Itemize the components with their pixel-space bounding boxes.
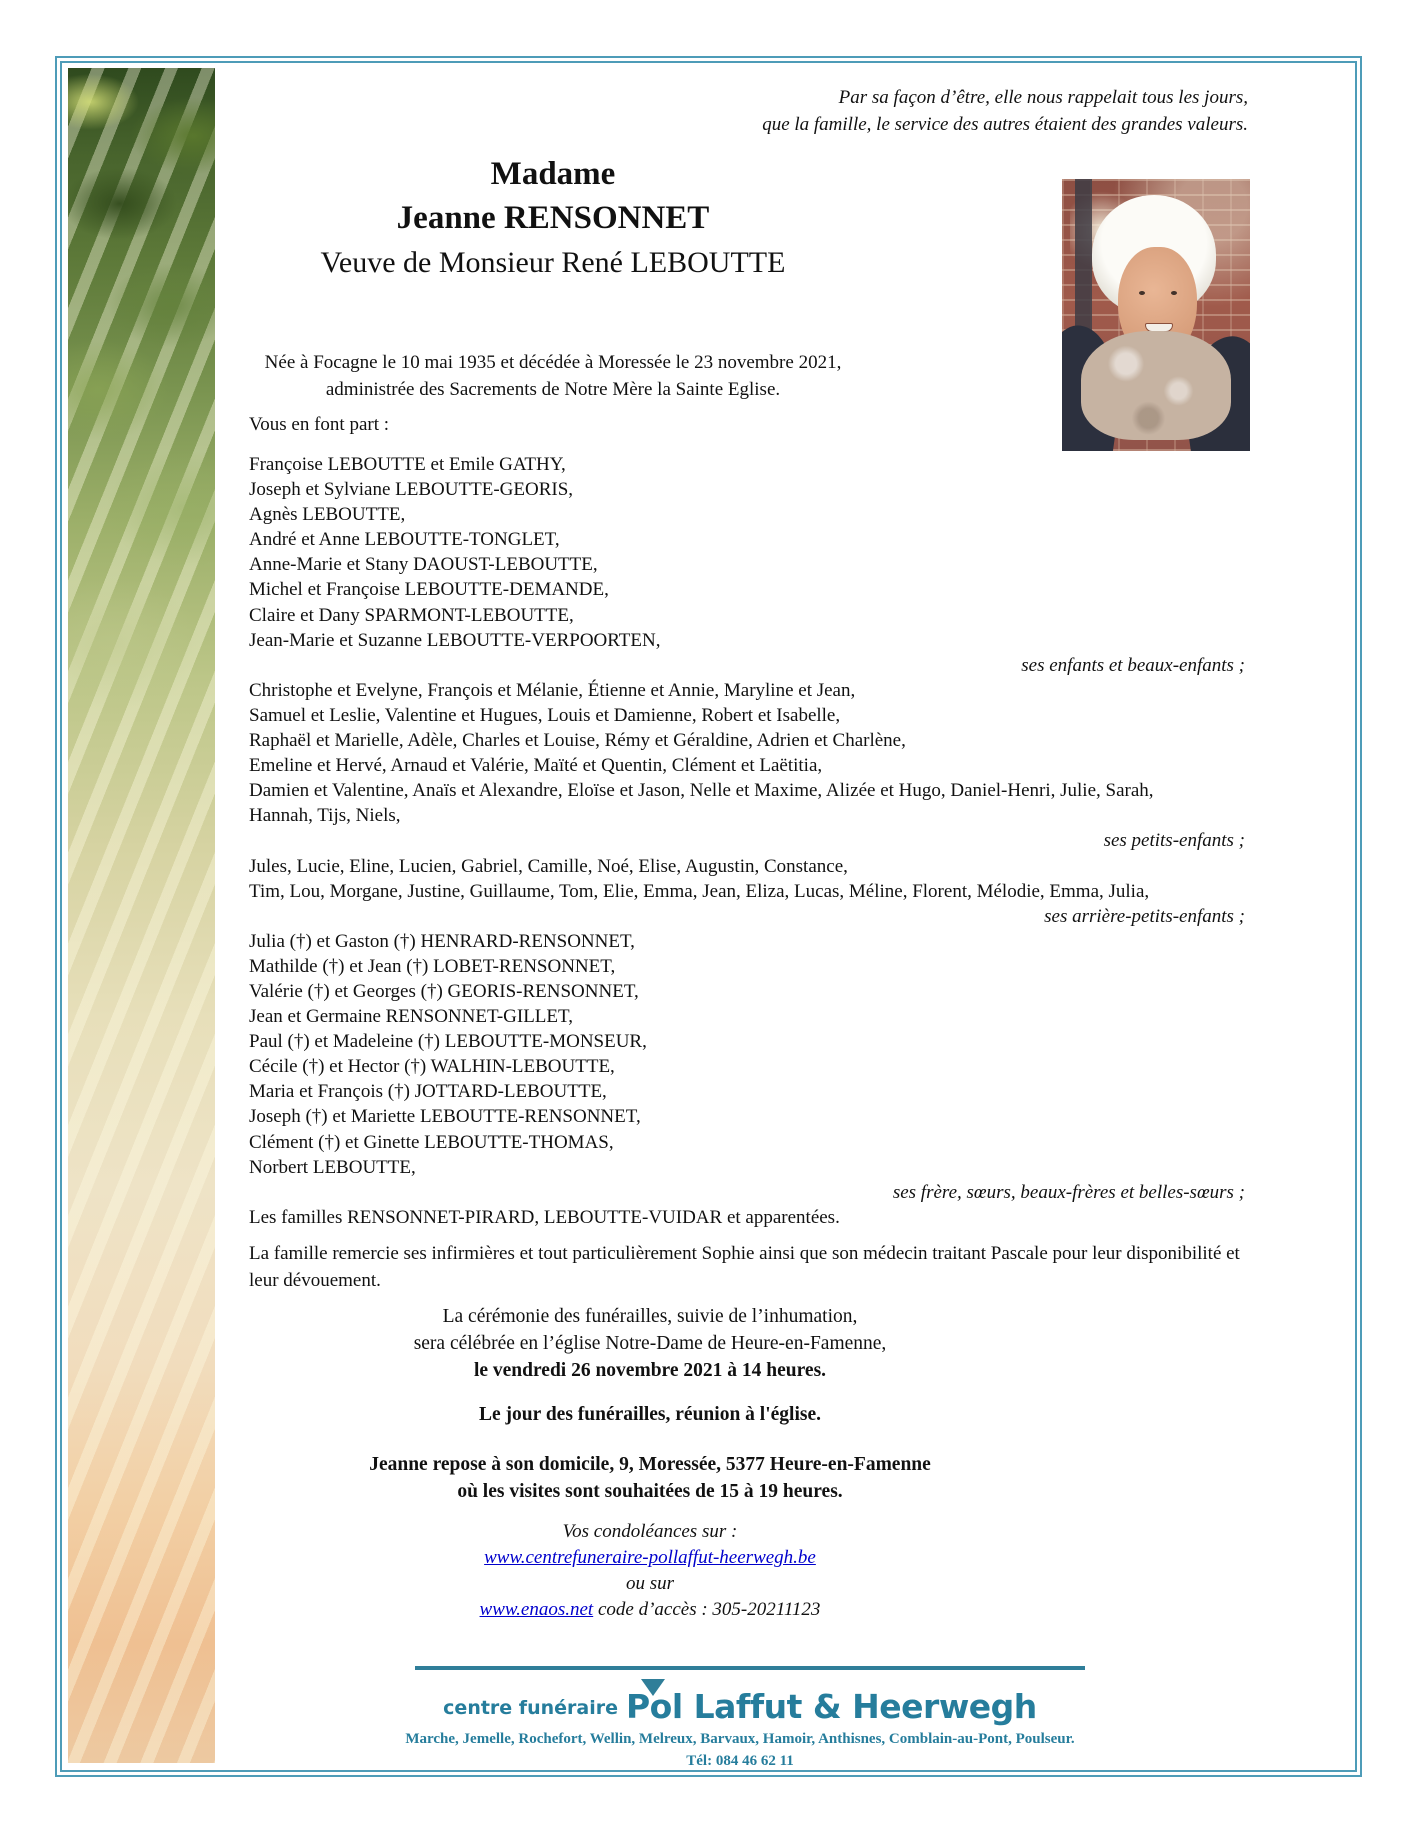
family-line: Anne-Marie et Stany DAOUST-LEBOUTTE, — [249, 554, 598, 576]
birth-death-info — [215, 350, 891, 403]
family-line: Joseph et Sylviane LEBOUTTE-GEORIS, — [249, 479, 574, 501]
funeral-day-note: Le jour des funérailles, réunion à l'église. — [479, 1404, 821, 1425]
opening-quote — [762, 84, 1248, 138]
relation-label-siblings: ses frère, sœurs, beaux-frères et belles-sœurs ; — [892, 1181, 1245, 1203]
relation-label-children: ses enfants et beaux-enfants ; — [1021, 654, 1245, 676]
family-line: Cécile (†) et Hector (†) WALHIN-LEBOUTTE, — [249, 1056, 615, 1078]
deceased-title: Madame — [490, 156, 616, 192]
family-line: Agnès LEBOUTTE, — [249, 504, 406, 526]
relation-label-great-grandchildren: ses arrière-petits-enfants ; — [1044, 905, 1245, 927]
ceremony-info — [215, 1303, 1085, 1384]
thanks-paragraph: La famille remercie ses infirmières et tout particulièrement Sophie ainsi que son médecin traitant Pascale pour leur disponibilité et leur dévouement. — [249, 1243, 1240, 1291]
family-line: Samuel et Leslie, Valentine et Hugues, Louis et Damienne, Robert et Isabelle, — [249, 704, 841, 726]
relation-label-grandchildren: ses petits-enfants ; — [1103, 830, 1245, 852]
forest-side-image — [68, 68, 215, 1763]
family-line: Mathilde (†) et Jean (†) LOBET-RENSONNET, — [249, 955, 616, 977]
family-line: Jules, Lucie, Eline, Lucien, Gabriel, Camille, Noé, Elise, Augustin, Constance, — [249, 855, 848, 877]
portrait-eye-right — [1171, 291, 1177, 295]
family-line: Tim, Lou, Morgane, Justine, Guillaume, Tom, Elie, Emma, Jean, Eliza, Lucas, Méline, Florent, Mélodie, Emma, Julia, — [249, 880, 1150, 902]
family-line: Norbert LEBOUTTE, — [249, 1156, 416, 1178]
portrait-photo — [1062, 179, 1250, 451]
condolence-link-enaos[interactable]: www.enaos.net — [479, 1599, 594, 1620]
family-line: Jean-Marie et Suzanne LEBOUTTE-VERPOORTEN, — [249, 629, 661, 651]
brand-name: Pol Laffut & Heerwegh — [625, 1687, 1037, 1726]
family-line: Damien et Valentine, Anaïs et Alexandre, Eloïse et Jason, Nelle et Maxime, Alizée et Hugo, Daniel-Henri, Julie, Sarah, — [249, 780, 1154, 802]
condolence-link-funeral-home[interactable]: www.centrefuneraire-pollaffut-heerwegh.be — [484, 1547, 816, 1568]
ceremony-line2: sera célébrée en l’église Notre-Dame de Heure-en-Famenne, — [413, 1333, 887, 1354]
brand-prefix: centre funéraire — [443, 1697, 618, 1719]
families-line: Les familles RENSONNET-PIRARD, LEBOUTTE-VUIDAR et apparentées. — [249, 1206, 840, 1228]
family-line: Julia (†) et Gaston (†) HENRARD-RENSONNET, — [249, 930, 635, 952]
locations-line: Marche, Jemelle, Rochefort, Wellin, Melreux, Barvaux, Hamoir, Anthisnes, Comblain-au-Pont, Poulseur. — [405, 1731, 1075, 1747]
family-line: Christophe et Evelyne, François et Mélanie, Étienne et Annie, Maryline et Jean, — [249, 679, 856, 701]
condolences-intro: Vos condoléances sur : — [562, 1521, 738, 1542]
portrait-eye-left — [1139, 291, 1145, 295]
condolences-section — [215, 1519, 1085, 1623]
family-line: Jean et Germaine RENSONNET-GILLET, — [249, 1006, 573, 1028]
family-line: André et Anne LEBOUTTE-TONGLET, — [249, 529, 560, 551]
family-line: Michel et Françoise LEBOUTTE-DEMANDE, — [249, 579, 609, 601]
repose-line1: Jeanne repose à son domicile, 9, Moressée, 5377 Heure-en-Famenne — [369, 1454, 931, 1475]
family-line: Maria et François (†) JOTTARD-LEBOUTTE, — [249, 1081, 607, 1103]
opening-quote-line2: que la famille, le service des autres étaient des grandes valeurs. — [762, 114, 1248, 135]
family-line: Valérie (†) et Georges (†) GEORIS-RENSONNET, — [249, 980, 639, 1002]
family-line: Claire et Dany SPARMONT-LEBOUTTE, — [249, 604, 574, 626]
deceased-name: Jeanne RENSONNET — [396, 200, 710, 236]
opening-quote-line1: Par sa façon d’être, elle nous rappelait tous les jours, — [838, 87, 1248, 108]
deceased-subtitle: Veuve de Monsieur René LEBOUTTE — [320, 246, 786, 279]
footer-rule — [415, 1666, 1085, 1670]
deceased-title-block — [215, 152, 891, 286]
birth-death-line1: Née à Focagne le 10 mai 1935 et décédée à Moressée le 23 novembre 2021, — [264, 352, 842, 373]
portrait-frame-bar — [1075, 179, 1092, 337]
portrait-scarf — [1081, 331, 1231, 440]
announcement-intro: Vous en font part : — [249, 414, 390, 435]
condolence-access-code: code d’accès : 305-20211123 — [597, 1599, 821, 1620]
family-line: Joseph (†) et Mariette LEBOUTTE-RENSONNET, — [249, 1106, 641, 1128]
family-line: Clément (†) et Ginette LEBOUTTE-THOMAS, — [249, 1131, 614, 1153]
repose-line2: où les visites sont souhaitées de 15 à 19 heures. — [457, 1481, 843, 1502]
birth-death-line2: administrée des Sacrements de Notre Mère la Sainte Eglise. — [325, 378, 781, 400]
phone-line: Tél: 084 46 62 11 — [686, 1753, 794, 1769]
funeral-home-logo — [75, 1687, 1405, 1726]
repose-info — [215, 1451, 1085, 1505]
family-line: Hannah, Tijs, Niels, — [249, 805, 401, 827]
family-line: Raphaël et Marielle, Adèle, Charles et Louise, Rémy et Géraldine, Adrien et Charlène, — [249, 730, 906, 752]
family-line: Emeline et Hervé, Arnaud et Valérie, Maïté et Quentin, Clément et Laëtitia, — [249, 755, 823, 777]
family-section — [249, 452, 1245, 1230]
family-line: Paul (†) et Madeleine (†) LEBOUTTE-MONSEUR, — [249, 1031, 647, 1053]
ceremony-datetime: le vendredi 26 novembre 2021 à 14 heures. — [473, 1360, 827, 1381]
ceremony-line1: La cérémonie des funérailles, suivie de l’inhumation, — [442, 1306, 858, 1327]
family-line: Françoise LEBOUTTE et Emile GATHY, — [249, 454, 566, 475]
condolences-or: ou sur — [625, 1573, 675, 1594]
